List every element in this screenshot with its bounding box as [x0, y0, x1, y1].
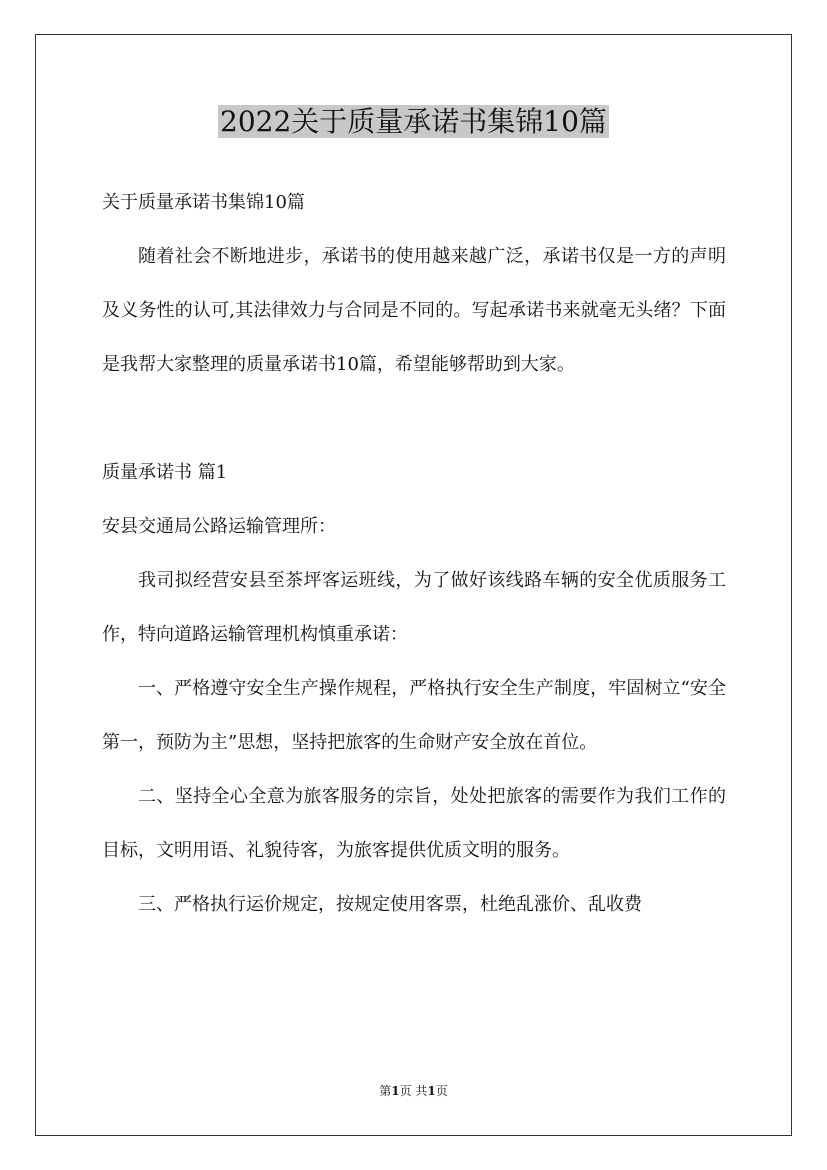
document-title-text: 2022关于质量承诺书集锦10篇 — [220, 105, 607, 138]
page-footer — [0, 1082, 827, 1100]
footer-total-pages: 1 — [427, 1084, 436, 1098]
commitment-item-2: 二、坚持全心全意为旅客服务的宗旨，处处把旅客的需要作为我们工作的目标，文明用语、礼貌待客，为旅客提供优质文明的服务。 — [102, 786, 726, 861]
footer-middle: 页 共 — [399, 1084, 428, 1098]
footer-suffix: 页 — [435, 1084, 448, 1098]
commitment-intro-paragraph: 我司拟经营安县至茶坪客运班线，为了做好该线路车辆的安全优质服务工作，特向道路运输管理机构慎重承诺： — [102, 570, 726, 645]
document-body — [102, 176, 726, 932]
commitment-item-3: 三、严格执行运价规定，按规定使用客票，杜绝乱涨价、乱收费 — [138, 894, 642, 915]
salutation-paragraph: 安县交通局公路运输管理所： — [102, 516, 336, 537]
commitment-item-1: 一、严格遵守安全生产操作规程，严格执行安全生产制度，牢固树立“安全第一，预防为主”思想，坚持把旅客的生命财产安全放在首位。 — [102, 678, 726, 753]
footer-prefix: 第 — [379, 1084, 392, 1098]
intro-paragraph: 随着社会不断地进步，承诺书的使用越来越广泛，承诺书仅是一方的声明及义务性的认可,其法律效力与合同是不同的。写起承诺书来就毫无头绪？下面是我帮大家整理的质量承诺书10篇，希望能够帮助到大家。 — [102, 246, 726, 375]
footer-page-number: 1 — [391, 1084, 400, 1098]
subtitle-paragraph: 关于质量承诺书集锦10篇 — [102, 192, 305, 213]
section-heading: 质量承诺书 篇1 — [102, 462, 228, 483]
document-title — [0, 100, 827, 144]
